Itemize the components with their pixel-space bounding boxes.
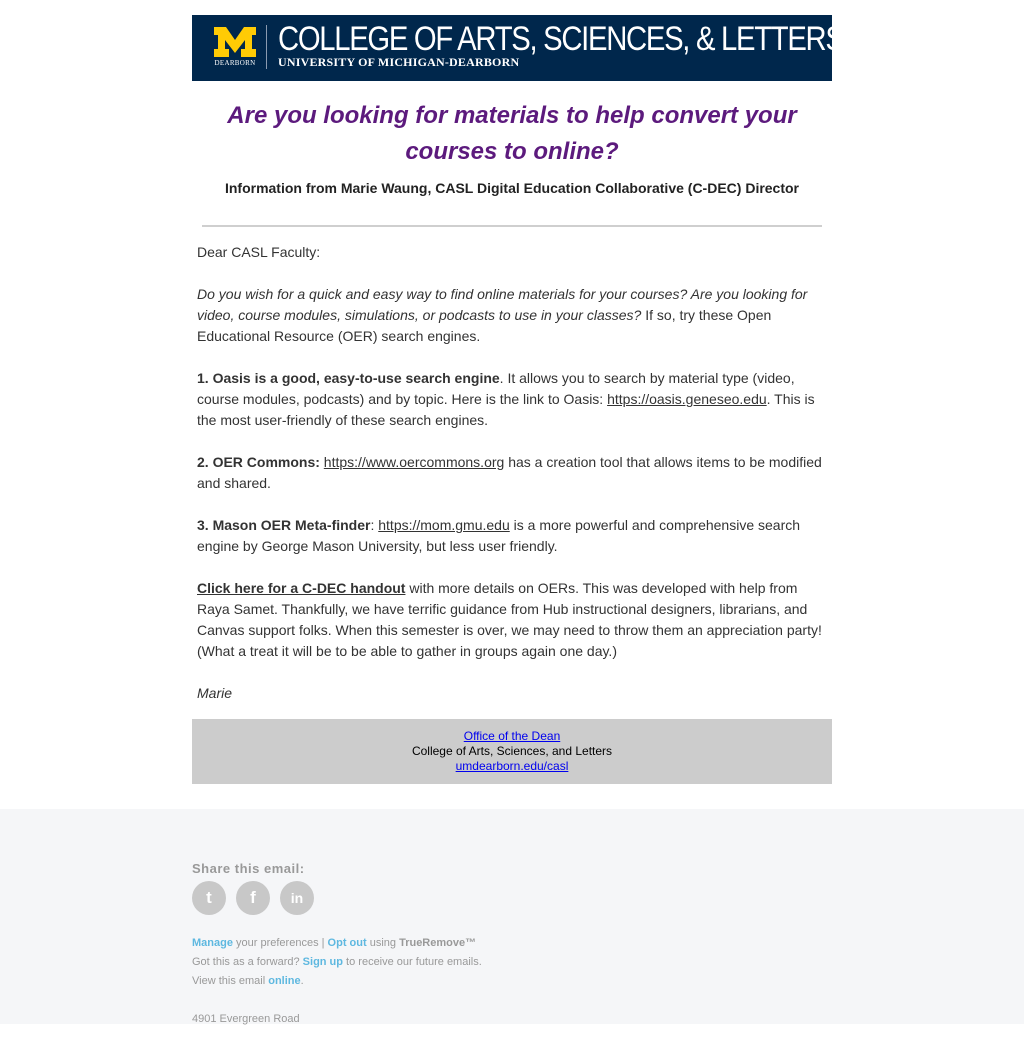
opt-out-link[interactable]: Opt out <box>327 937 367 949</box>
twitter-icon[interactable]: t <box>192 881 226 915</box>
email-column <box>192 15 844 784</box>
oer-commons-link[interactable]: https://www.oercommons.org <box>323 454 505 470</box>
sign-up-link[interactable]: Sign up <box>302 956 343 968</box>
view-text: View this email <box>192 975 269 987</box>
mason-colon: : <box>370 517 379 533</box>
handout-link[interactable]: Click here for a C-DEC handout <box>197 580 406 596</box>
oer-commons-heading: 2. OER Commons: <box>197 454 320 470</box>
online-link[interactable]: online <box>268 975 301 987</box>
email-main <box>0 15 1024 824</box>
oasis-paragraph <box>197 368 827 431</box>
mason-link[interactable]: https://mom.gmu.edu <box>378 517 510 533</box>
subheadline: Information from Marie Waung, CASL Digital Education Collaborative (C-DEC) Director <box>224 180 800 196</box>
oasis-heading: 1. Oasis is a good, easy-to-use search engine <box>197 370 500 386</box>
forward-line <box>192 956 482 968</box>
email-body <box>192 227 832 704</box>
intro-text: If so, try these Open Educational Resource (OER) search engines. <box>197 307 772 344</box>
facebook-icon[interactable]: f <box>236 881 270 915</box>
headline: Are you looking for materials to help convert your courses to online? <box>227 102 797 165</box>
handout-paragraph <box>197 578 827 662</box>
postal-address: 4901 Evergreen Road <box>192 1013 300 1025</box>
trueremove-label: TrueRemove™ <box>399 937 477 949</box>
handout-text: with more details on OERs. This was developed with help from Raya Samet. Thankfully, we have terrific guidance from Hub instructional designers, librarians, and Canvas support folks. When this semester is over, we may need to throw them an appreciation party! (What a treat it will be to be able to gather in groups again one day.) <box>197 580 822 659</box>
manage-link[interactable]: Manage <box>192 937 233 949</box>
oer-commons-paragraph <box>197 452 827 494</box>
mason-paragraph <box>197 515 827 557</box>
future-text: to receive our future emails. <box>343 956 482 968</box>
linkedin-icon[interactable]: in <box>280 881 314 915</box>
college-banner <box>192 15 844 81</box>
prefs-text: your preferences | <box>232 937 328 949</box>
oasis-after: . This is the most user-friendly of these search engines. <box>197 391 815 428</box>
oasis-link[interactable]: https://oasis.geneseo.edu <box>607 391 767 407</box>
view-period: . <box>300 975 304 987</box>
greeting: Dear CASL Faculty: <box>197 244 321 260</box>
mason-heading: 3. Mason OER Meta-finder <box>197 517 371 533</box>
casl-site-link[interactable]: umdearborn.edu/casl <box>455 759 569 773</box>
using-text: using <box>366 937 400 949</box>
mason-text: is a more powerful and comprehensive search engine by George Mason University, but less user friendly. <box>197 517 801 554</box>
oer-commons-text: has a creation tool that allows items to be modified and shared. <box>197 454 822 491</box>
banner-title: COLLEGE OF ARTS, SCIENCES, & LETTERS <box>278 20 844 58</box>
block-m-logo-icon <box>212 25 258 59</box>
share-label: Share this email: <box>192 861 305 876</box>
office-of-dean-link[interactable]: Office of the Dean <box>463 729 561 743</box>
signature-name: Marie <box>197 685 233 701</box>
email-footer <box>0 809 1024 1024</box>
banner-divider <box>266 25 267 69</box>
logo-caption: DEARBORN <box>214 59 256 67</box>
view-online-line <box>192 975 304 987</box>
dean-footer-box <box>192 719 832 784</box>
banner-subtitle: UNIVERSITY OF MICHIGAN-DEARBORN <box>278 55 520 69</box>
intro-question: Do you wish for a quick and easy way to find online materials for your courses? Are you looking for video, course modules, simulations, or podcasts to use in your classes? <box>197 286 808 323</box>
signature <box>197 683 827 704</box>
forward-text: Got this as a forward? <box>192 956 303 968</box>
college-name: College of Arts, Sciences, and Letters <box>411 744 613 758</box>
preferences-line <box>192 937 476 949</box>
oasis-text: . It allows you to search by material type (video, course modules, podcasts) and by topic. Here is the link to Oasis: <box>197 370 795 407</box>
intro-paragraph <box>197 284 827 347</box>
